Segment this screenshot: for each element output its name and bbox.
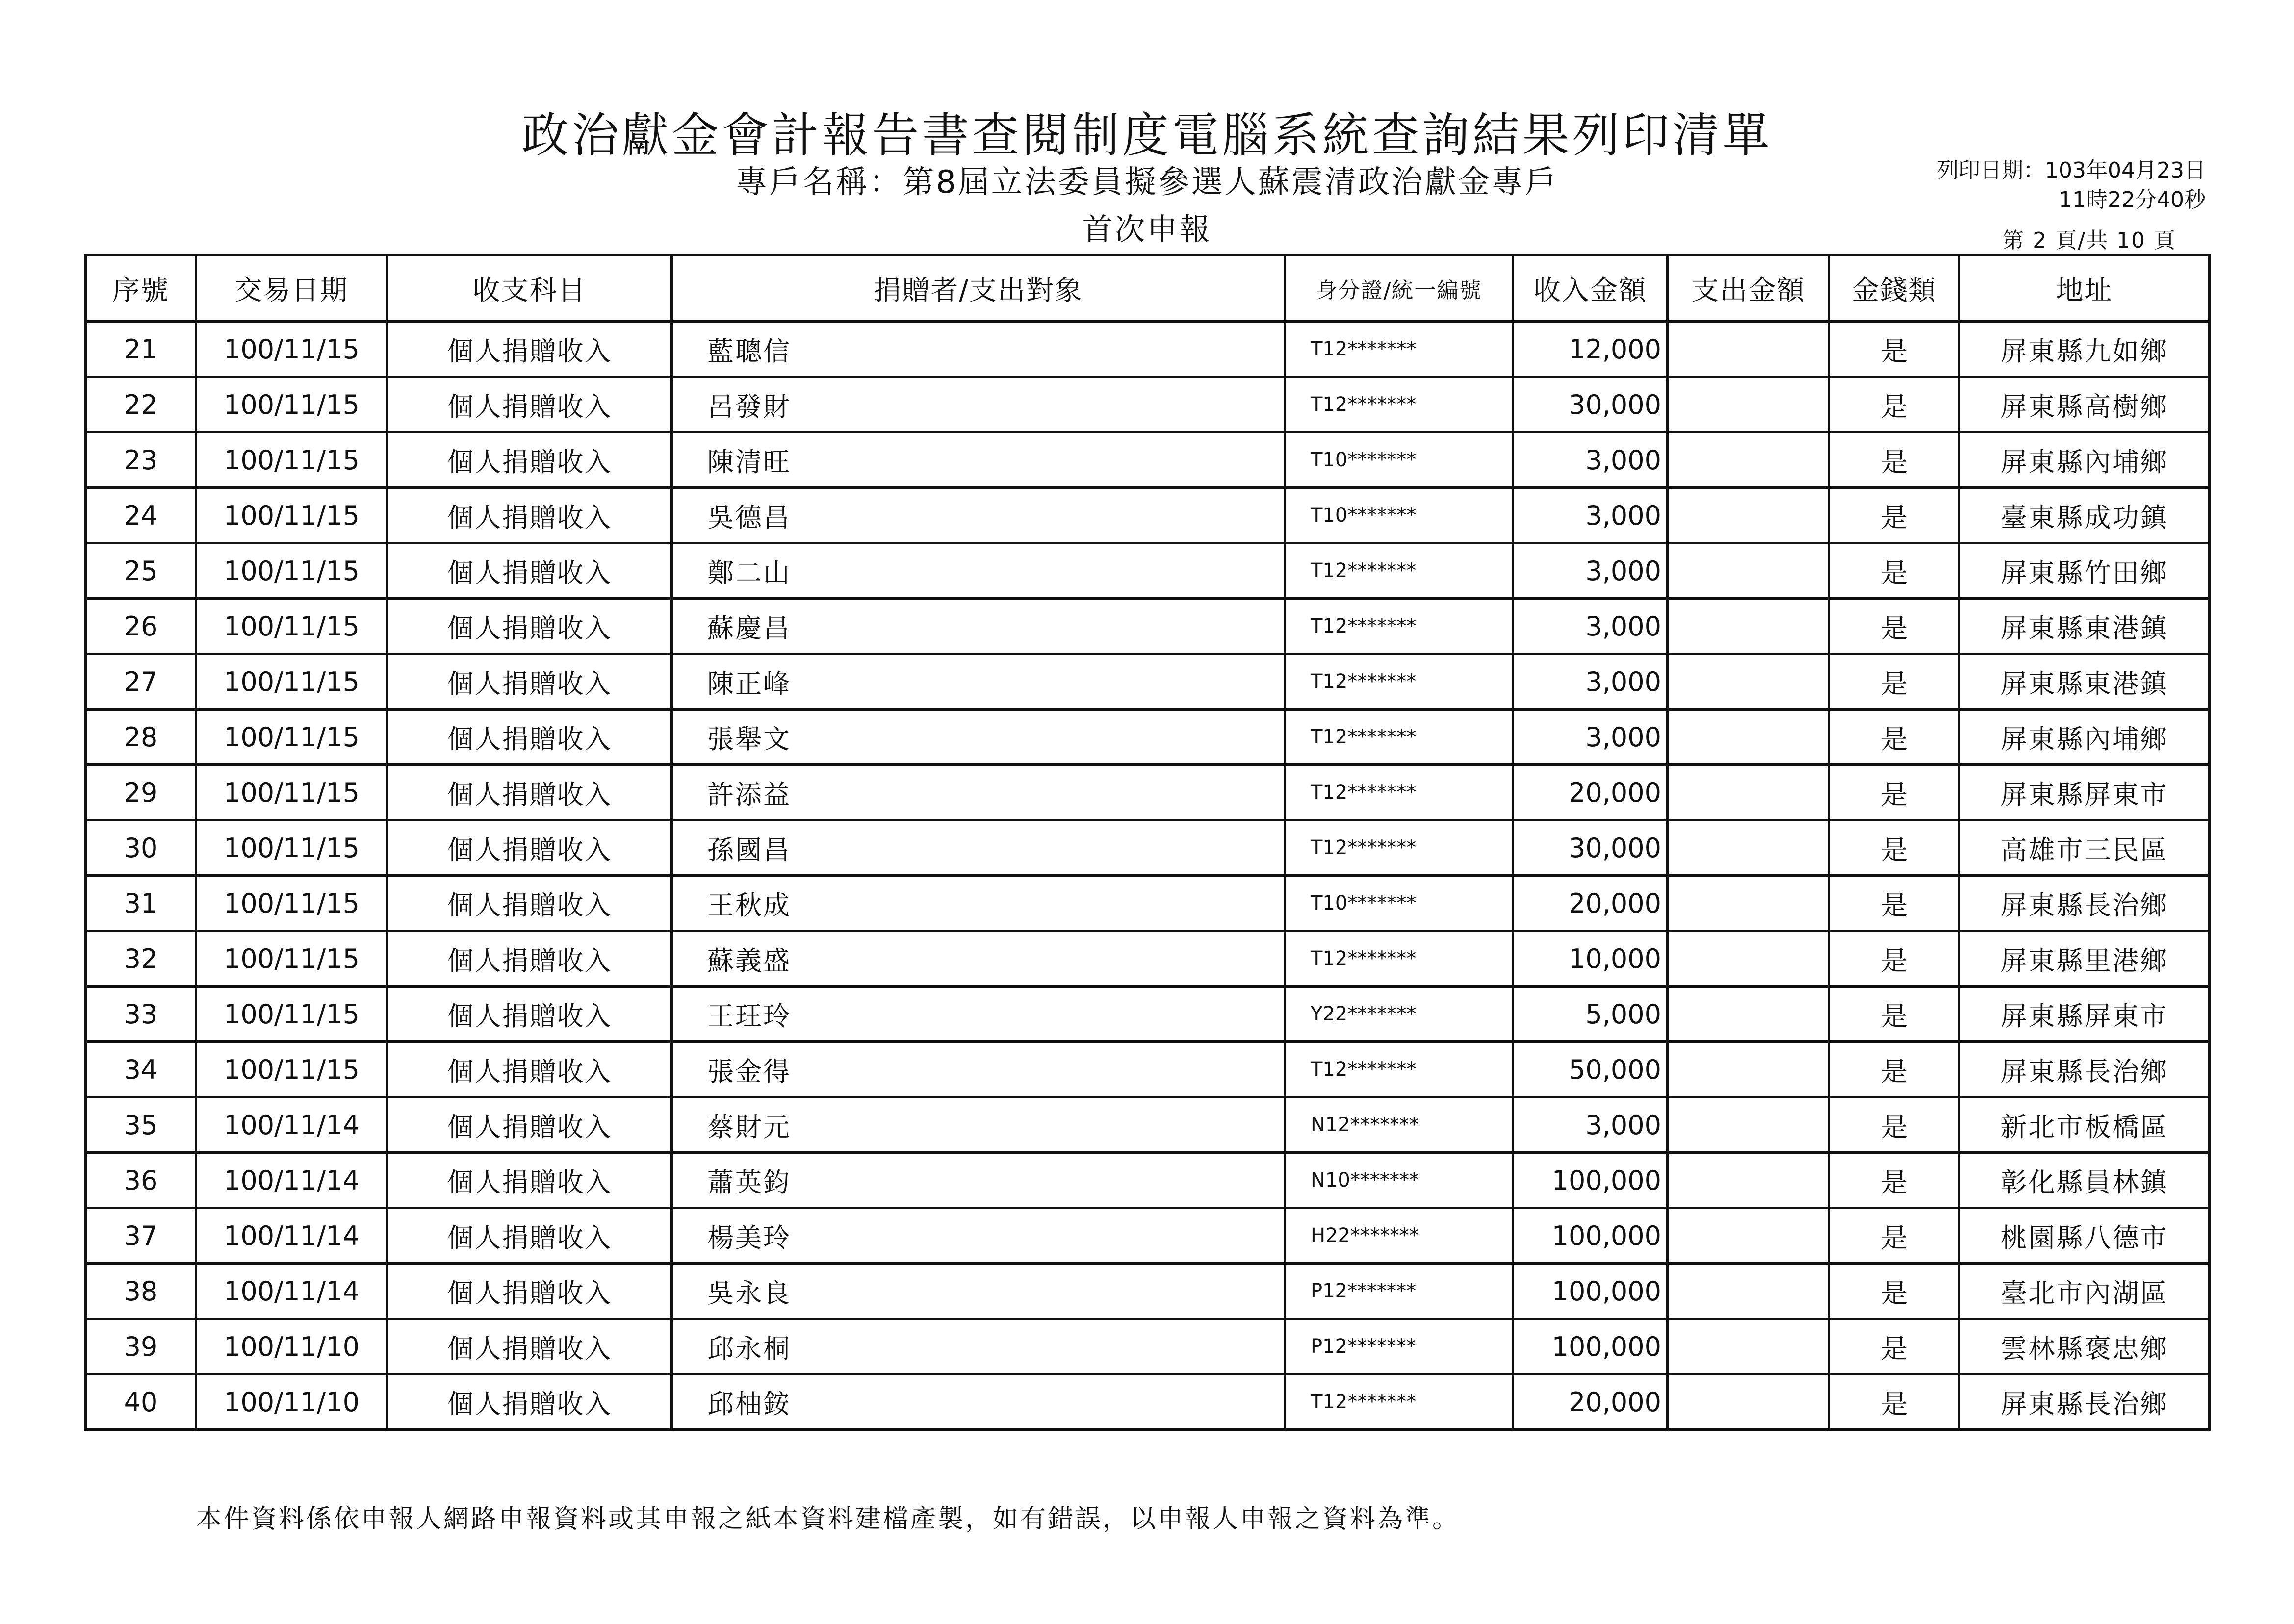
page-indicator: 第 2 頁/共 10 頁 — [2002, 228, 2176, 253]
column-header-seq: 序號 — [86, 255, 196, 322]
cell-cash: 是 — [1830, 987, 1959, 1042]
cell-seq: 31 — [86, 876, 196, 931]
cell-expense — [1668, 987, 1830, 1042]
table-row — [86, 987, 2210, 1042]
cell-donor: 藍聰信 — [672, 322, 1285, 377]
cell-donor: 鄭二山 — [672, 543, 1285, 599]
cell-address: 屏東縣九如鄉 — [1959, 322, 2210, 377]
cell-income: 10,000 — [1513, 931, 1668, 987]
table-row — [86, 1153, 2210, 1208]
cell-expense — [1668, 1042, 1830, 1097]
cell-id: T12******* — [1285, 322, 1513, 377]
cell-seq: 27 — [86, 654, 196, 710]
cell-id: T12******* — [1285, 820, 1513, 876]
cell-donor: 邱柚銨 — [672, 1374, 1285, 1430]
cell-address: 雲林縣褒忠鄉 — [1959, 1319, 2210, 1374]
cell-address: 屏東縣屏東市 — [1959, 765, 2210, 820]
cell-date: 100/11/10 — [196, 1319, 387, 1374]
cell-income: 3,000 — [1513, 654, 1668, 710]
table-row — [86, 377, 2210, 432]
cell-income: 20,000 — [1513, 876, 1668, 931]
cell-seq: 30 — [86, 820, 196, 876]
cell-date: 100/11/15 — [196, 377, 387, 432]
cell-cash: 是 — [1830, 1153, 1959, 1208]
cell-address: 屏東縣屏東市 — [1959, 987, 2210, 1042]
cell-seq: 29 — [86, 765, 196, 820]
cell-category: 個人捐贈收入 — [387, 543, 672, 599]
cell-donor: 蔡財元 — [672, 1097, 1285, 1153]
cell-seq: 25 — [86, 543, 196, 599]
table-row — [86, 710, 2210, 765]
column-header-address: 地址 — [1959, 255, 2210, 322]
cell-expense — [1668, 1153, 1830, 1208]
cell-donor: 孫國昌 — [672, 820, 1285, 876]
cell-donor: 楊美玲 — [672, 1208, 1285, 1264]
cell-cash: 是 — [1830, 765, 1959, 820]
table-row — [86, 1264, 2210, 1319]
cell-address: 屏東縣竹田鄉 — [1959, 543, 2210, 599]
table-row — [86, 820, 2210, 876]
cell-cash: 是 — [1830, 1264, 1959, 1319]
cell-date: 100/11/14 — [196, 1097, 387, 1153]
cell-income: 30,000 — [1513, 820, 1668, 876]
cell-donor: 王玨玲 — [672, 987, 1285, 1042]
cell-address: 桃園縣八德市 — [1959, 1208, 2210, 1264]
table-row — [86, 432, 2210, 488]
cell-expense — [1668, 931, 1830, 987]
cell-date: 100/11/14 — [196, 1264, 387, 1319]
cell-donor: 蘇義盛 — [672, 931, 1285, 987]
cell-seq: 35 — [86, 1097, 196, 1153]
cell-id: T12******* — [1285, 1042, 1513, 1097]
column-header-donor: 捐贈者/支出對象 — [672, 255, 1285, 322]
cell-address: 屏東縣長治鄉 — [1959, 1042, 2210, 1097]
cell-income: 3,000 — [1513, 1097, 1668, 1153]
table-row — [86, 543, 2210, 599]
cell-category: 個人捐贈收入 — [387, 654, 672, 710]
cell-date: 100/11/10 — [196, 1374, 387, 1430]
column-header-id: 身分證/統一編號 — [1285, 255, 1513, 322]
cell-address: 屏東縣內埔鄉 — [1959, 710, 2210, 765]
cell-income: 100,000 — [1513, 1153, 1668, 1208]
cell-seq: 36 — [86, 1153, 196, 1208]
cell-income: 3,000 — [1513, 710, 1668, 765]
cell-cash: 是 — [1830, 377, 1959, 432]
cell-income: 20,000 — [1513, 1374, 1668, 1430]
cell-id: T12******* — [1285, 599, 1513, 654]
cell-donor: 陳清旺 — [672, 432, 1285, 488]
cell-donor: 許添益 — [672, 765, 1285, 820]
cell-income: 100,000 — [1513, 1264, 1668, 1319]
cell-donor: 張金得 — [672, 1042, 1285, 1097]
cell-expense — [1668, 432, 1830, 488]
cell-address: 屏東縣東港鎮 — [1959, 599, 2210, 654]
print-date: 列印日期：103年04月23日 — [1937, 158, 2206, 183]
cell-id: T10******* — [1285, 488, 1513, 543]
cell-id: T12******* — [1285, 1374, 1513, 1430]
cell-income: 3,000 — [1513, 599, 1668, 654]
cell-donor: 張舉文 — [672, 710, 1285, 765]
cell-cash: 是 — [1830, 1042, 1959, 1097]
cell-category: 個人捐贈收入 — [387, 710, 672, 765]
cell-date: 100/11/15 — [196, 710, 387, 765]
cell-expense — [1668, 1208, 1830, 1264]
cell-cash: 是 — [1830, 931, 1959, 987]
cell-cash: 是 — [1830, 1097, 1959, 1153]
cell-category: 個人捐贈收入 — [387, 1097, 672, 1153]
cell-cash: 是 — [1830, 432, 1959, 488]
cell-id: P12******* — [1285, 1319, 1513, 1374]
print-info — [1813, 156, 2206, 215]
cell-income: 100,000 — [1513, 1208, 1668, 1264]
cell-donor: 呂發財 — [672, 377, 1285, 432]
cell-seq: 38 — [86, 1264, 196, 1319]
cell-address: 屏東縣里港鄉 — [1959, 931, 2210, 987]
cell-cash: 是 — [1830, 488, 1959, 543]
cell-id: Y22******* — [1285, 987, 1513, 1042]
cell-category: 個人捐贈收入 — [387, 820, 672, 876]
cell-donor: 王秋成 — [672, 876, 1285, 931]
cell-date: 100/11/15 — [196, 876, 387, 931]
cell-date: 100/11/15 — [196, 488, 387, 543]
cell-date: 100/11/15 — [196, 599, 387, 654]
cell-category: 個人捐贈收入 — [387, 931, 672, 987]
cell-date: 100/11/15 — [196, 432, 387, 488]
cell-address: 彰化縣員林鎮 — [1959, 1153, 2210, 1208]
cell-expense — [1668, 377, 1830, 432]
cell-expense — [1668, 488, 1830, 543]
table-row — [86, 322, 2210, 377]
cell-expense — [1668, 543, 1830, 599]
cell-date: 100/11/15 — [196, 322, 387, 377]
cell-seq: 24 — [86, 488, 196, 543]
cell-date: 100/11/15 — [196, 543, 387, 599]
cell-id: T12******* — [1285, 377, 1513, 432]
cell-expense — [1668, 322, 1830, 377]
cell-income: 30,000 — [1513, 377, 1668, 432]
table-row — [86, 1374, 2210, 1430]
cell-donor: 蘇慶昌 — [672, 599, 1285, 654]
cell-income: 5,000 — [1513, 987, 1668, 1042]
table-row — [86, 488, 2210, 543]
cell-date: 100/11/15 — [196, 654, 387, 710]
cell-id: N12******* — [1285, 1097, 1513, 1153]
cell-id: T12******* — [1285, 765, 1513, 820]
cell-cash: 是 — [1830, 654, 1959, 710]
cell-id: T12******* — [1285, 931, 1513, 987]
cell-expense — [1668, 599, 1830, 654]
cell-donor: 吳德昌 — [672, 488, 1285, 543]
cell-expense — [1668, 1374, 1830, 1430]
cell-category: 個人捐贈收入 — [387, 1208, 672, 1264]
cell-expense — [1668, 1264, 1830, 1319]
cell-id: H22******* — [1285, 1208, 1513, 1264]
cell-address: 臺北市內湖區 — [1959, 1264, 2210, 1319]
cell-cash: 是 — [1830, 1374, 1959, 1430]
cell-seq: 26 — [86, 599, 196, 654]
cell-expense — [1668, 1097, 1830, 1153]
cell-cash: 是 — [1830, 322, 1959, 377]
cell-address: 屏東縣長治鄉 — [1959, 1374, 2210, 1430]
cell-id: T12******* — [1285, 710, 1513, 765]
cell-seq: 32 — [86, 931, 196, 987]
cell-date: 100/11/15 — [196, 1042, 387, 1097]
table-row — [86, 1208, 2210, 1264]
cell-cash: 是 — [1830, 1208, 1959, 1264]
cell-address: 屏東縣東港鎮 — [1959, 654, 2210, 710]
cell-expense — [1668, 654, 1830, 710]
document-title: 政治獻金會計報告書查閱制度電腦系統查詢結果列印清單 — [521, 108, 1773, 163]
cell-seq: 33 — [86, 987, 196, 1042]
cell-category: 個人捐贈收入 — [387, 1042, 672, 1097]
cell-seq: 22 — [86, 377, 196, 432]
cell-expense — [1668, 765, 1830, 820]
cell-category: 個人捐贈收入 — [387, 765, 672, 820]
cell-expense — [1668, 876, 1830, 931]
cell-id: P12******* — [1285, 1264, 1513, 1319]
cell-category: 個人捐贈收入 — [387, 1374, 672, 1430]
cell-address: 臺東縣成功鎮 — [1959, 488, 2210, 543]
table-row — [86, 931, 2210, 987]
cell-expense — [1668, 710, 1830, 765]
cell-income: 50,000 — [1513, 1042, 1668, 1097]
cell-date: 100/11/15 — [196, 765, 387, 820]
cell-category: 個人捐贈收入 — [387, 1264, 672, 1319]
cell-id: N10******* — [1285, 1153, 1513, 1208]
cell-category: 個人捐贈收入 — [387, 488, 672, 543]
cell-seq: 37 — [86, 1208, 196, 1264]
donation-table — [84, 254, 2211, 1431]
cell-id: T10******* — [1285, 432, 1513, 488]
cell-date: 100/11/15 — [196, 931, 387, 987]
table-row — [86, 765, 2210, 820]
table-row — [86, 1097, 2210, 1153]
cell-address: 屏東縣長治鄉 — [1959, 876, 2210, 931]
cell-category: 個人捐贈收入 — [387, 1153, 672, 1208]
column-header-income: 收入金額 — [1513, 255, 1668, 322]
cell-cash: 是 — [1830, 543, 1959, 599]
table-body — [86, 322, 2210, 1430]
cell-cash: 是 — [1830, 1319, 1959, 1374]
cell-donor: 蕭英鈞 — [672, 1153, 1285, 1208]
cell-seq: 23 — [86, 432, 196, 488]
cell-category: 個人捐贈收入 — [387, 876, 672, 931]
cell-donor: 陳正峰 — [672, 654, 1285, 710]
cell-income: 100,000 — [1513, 1319, 1668, 1374]
cell-address: 高雄市三民區 — [1959, 820, 2210, 876]
table-row — [86, 599, 2210, 654]
table-row — [86, 1319, 2210, 1374]
cell-income: 3,000 — [1513, 432, 1668, 488]
cell-seq: 40 — [86, 1374, 196, 1430]
column-header-cash: 金錢類 — [1830, 255, 1959, 322]
cell-category: 個人捐贈收入 — [387, 322, 672, 377]
cell-id: T12******* — [1285, 654, 1513, 710]
cell-seq: 39 — [86, 1319, 196, 1374]
cell-date: 100/11/14 — [196, 1153, 387, 1208]
cell-expense — [1668, 1319, 1830, 1374]
print-time: 11時22分40秒 — [2059, 187, 2206, 212]
cell-seq: 21 — [86, 322, 196, 377]
table-row — [86, 1042, 2210, 1097]
footnote: 本件資料係依申報人網路申報資料或其申報之紙本資料建檔產製，如有錯誤，以申報人申報之資料為準。 — [196, 1504, 1460, 1534]
cell-cash: 是 — [1830, 876, 1959, 931]
cell-address: 新北市板橋區 — [1959, 1097, 2210, 1153]
table-row — [86, 876, 2210, 931]
cell-date: 100/11/15 — [196, 820, 387, 876]
cell-address: 屏東縣內埔鄉 — [1959, 432, 2210, 488]
cell-cash: 是 — [1830, 710, 1959, 765]
account-name: 專戶名稱：第8屆立法委員擬參選人蘇震清政治獻金專戶 — [736, 164, 1558, 201]
cell-category: 個人捐贈收入 — [387, 1319, 672, 1374]
cell-cash: 是 — [1830, 820, 1959, 876]
cell-income: 3,000 — [1513, 488, 1668, 543]
cell-seq: 34 — [86, 1042, 196, 1097]
cell-id: T10******* — [1285, 876, 1513, 931]
cell-donor: 吳永良 — [672, 1264, 1285, 1319]
cell-date: 100/11/15 — [196, 987, 387, 1042]
cell-address: 屏東縣高樹鄉 — [1959, 377, 2210, 432]
table-row — [86, 654, 2210, 710]
cell-category: 個人捐贈收入 — [387, 987, 672, 1042]
cell-date: 100/11/14 — [196, 1208, 387, 1264]
cell-income: 3,000 — [1513, 543, 1668, 599]
column-header-expense: 支出金額 — [1668, 255, 1830, 322]
cell-expense — [1668, 820, 1830, 876]
cell-category: 個人捐贈收入 — [387, 432, 672, 488]
cell-seq: 28 — [86, 710, 196, 765]
cell-income: 20,000 — [1513, 765, 1668, 820]
cell-category: 個人捐贈收入 — [387, 599, 672, 654]
column-header-date: 交易日期 — [196, 255, 387, 322]
table-header-row — [86, 255, 2210, 322]
cell-income: 12,000 — [1513, 322, 1668, 377]
column-header-category: 收支科目 — [387, 255, 672, 322]
report-type: 首次申報 — [1082, 211, 1212, 247]
cell-category: 個人捐贈收入 — [387, 377, 672, 432]
cell-id: T12******* — [1285, 543, 1513, 599]
cell-cash: 是 — [1830, 599, 1959, 654]
cell-donor: 邱永桐 — [672, 1319, 1285, 1374]
